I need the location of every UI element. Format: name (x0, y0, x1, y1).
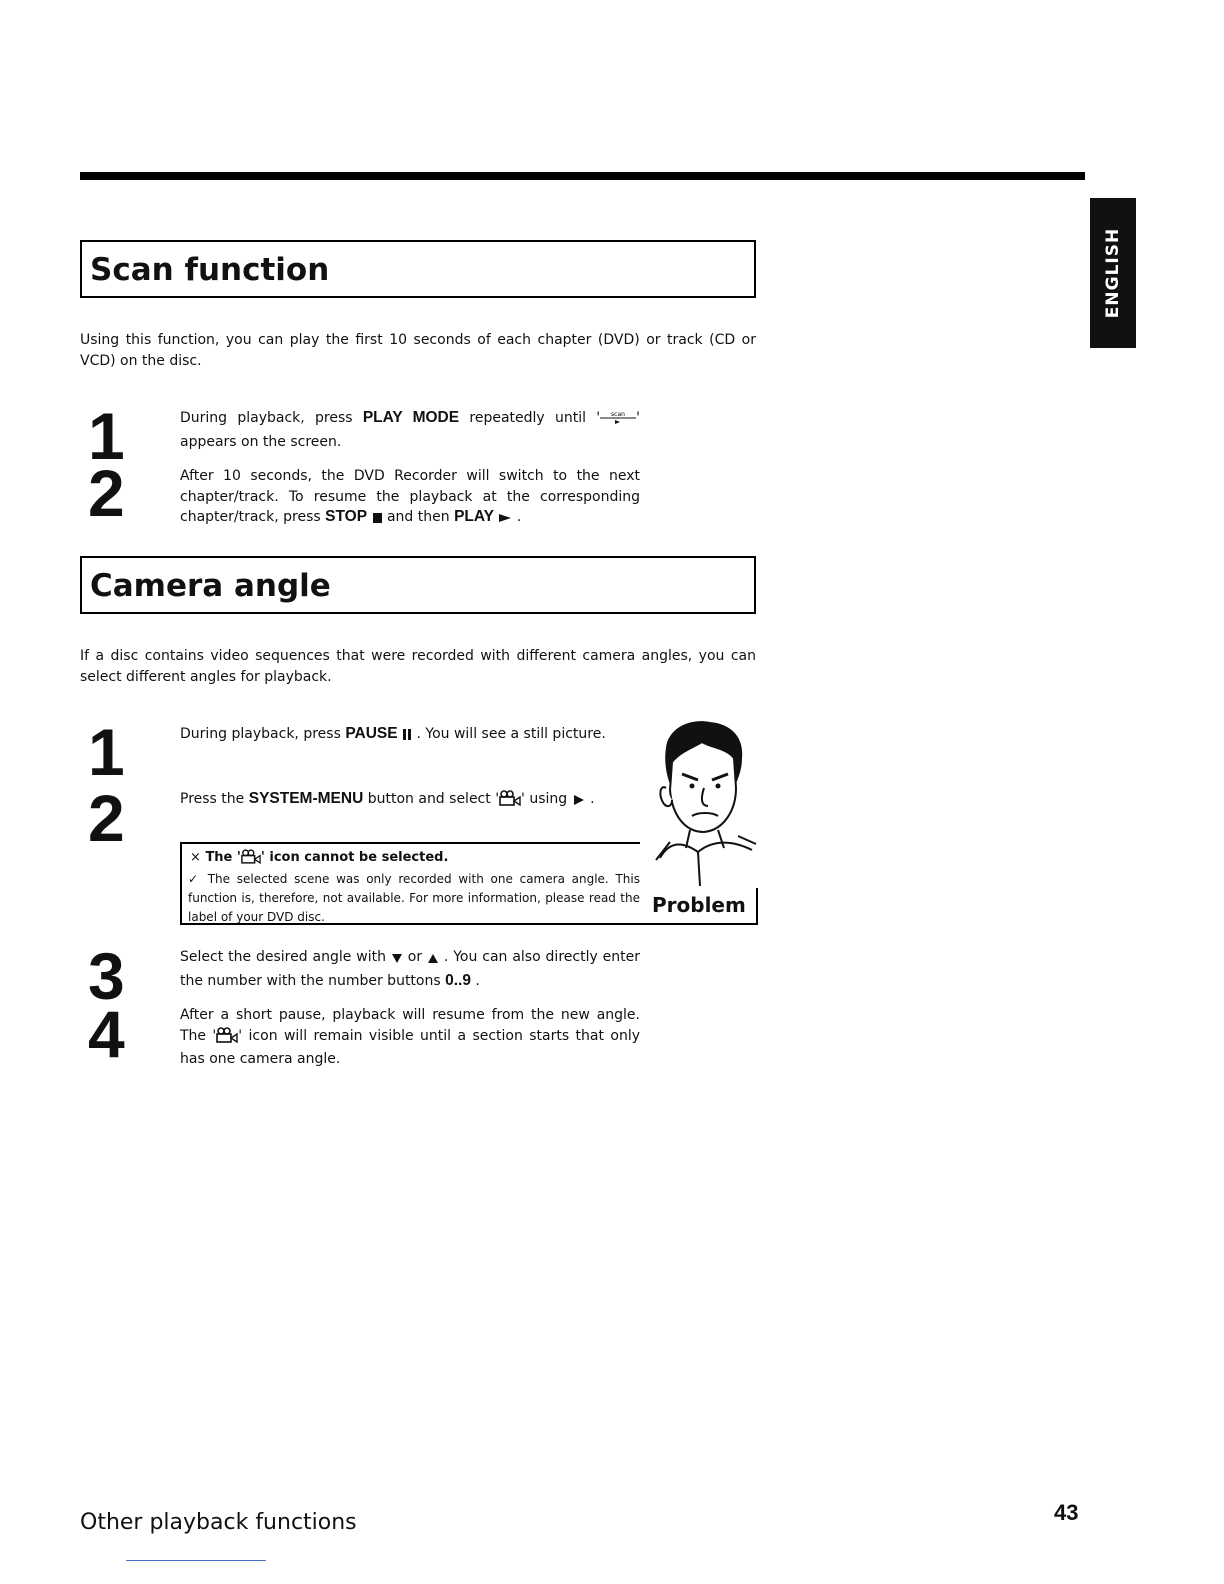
problem-label: Problem (652, 893, 746, 917)
camera-angle-title: Camera angle (90, 568, 331, 604)
problem-question (190, 849, 448, 868)
play-key: PLAY (454, 508, 494, 525)
camera-step-2-text (180, 789, 640, 813)
problem-answer (188, 870, 640, 927)
camera-step-number: 1 (88, 715, 125, 789)
page-number: 43 (1054, 1500, 1079, 1525)
scan-step-1-mid: repeatedly until ' (459, 410, 601, 426)
scan-step-1-text (180, 408, 640, 452)
camera-angle-icon (216, 1027, 238, 1050)
pause-key: PAUSE (345, 725, 398, 742)
camera-angle-icon (241, 849, 261, 868)
problem-question-pre: The ' (205, 850, 241, 865)
scan-step-number: 2 (88, 456, 125, 530)
camera-step-number: 2 (88, 781, 125, 855)
camera-step-2-post: . (585, 791, 595, 807)
scan-step-2-post: . (512, 509, 522, 525)
camera-angle-heading-box (80, 556, 756, 614)
scan-icon (600, 411, 636, 432)
stop-key: STOP (325, 508, 368, 525)
language-tab (1090, 198, 1136, 348)
scan-function-title: Scan function (90, 252, 330, 288)
system-menu-key: SYSTEM-MENU (248, 790, 364, 807)
language-tab-label: ENGLISH (1103, 227, 1123, 319)
play-triangle-icon (498, 510, 512, 531)
camera-step-number: 3 (88, 939, 125, 1013)
scan-function-heading-box (80, 240, 756, 298)
camera-angle-intro: If a disc contains video sequences that were recorded with different camera angles, you can select different angles for playback. (80, 648, 756, 685)
problem-cartoon-illustration (640, 718, 758, 888)
footer-underline (126, 1560, 266, 1561)
right-arrow-icon (572, 792, 586, 813)
footer-section-title: Other playback functions (80, 1510, 357, 1535)
camera-step-3-mid: or (402, 949, 427, 965)
scan-step-2-text (180, 466, 640, 531)
camera-step-1-pre: During playback, press (180, 726, 346, 742)
stop-square-icon (372, 510, 383, 531)
check-icon: ✓ (188, 872, 201, 886)
camera-step-3-mid2: . You can also directly enter the number with the number buttons (180, 949, 640, 989)
camera-step-4-post: ' icon will remain visible until a section starts that only has one camera angle. (180, 1027, 641, 1067)
camera-step-2-mid: button and select ' (363, 791, 500, 807)
scan-icon-text: scan (611, 411, 626, 418)
problem-question-post: ' icon cannot be selected. (260, 850, 449, 865)
camera-step-1-post: . You will see a still picture. (412, 726, 606, 742)
scan-step-1-pre: During playback, press (180, 410, 363, 426)
camera-step-4-text (180, 1005, 640, 1070)
up-arrow-icon (427, 950, 439, 971)
camera-step-3-pre: Select the desired angle with (180, 949, 391, 965)
camera-step-4-pre: After a short pause, playback will resume from the new angle. The ' (180, 1007, 640, 1044)
cross-icon: × (190, 850, 201, 865)
camera-step-2-mid2: ' using (521, 791, 572, 807)
camera-angle-icon (499, 790, 521, 813)
scan-function-intro: Using this function, you can play the first 10 seconds of each chapter (DVD) or track (CD or VCD) on the disc. (80, 332, 756, 369)
problem-answer-text: The selected scene was only recorded with one camera angle. This function is, therefore, not available. For more information, please read the label of your DVD disc. (188, 872, 640, 924)
scan-step-2-pre: After 10 seconds, the DVD Recorder will switch to the next chapter/track. To resume the playback at the corresponding chapter/track, press (180, 468, 640, 525)
play-mode-key: PLAY MODE (362, 409, 460, 426)
pause-icon (402, 727, 412, 748)
camera-step-3-post: . (470, 972, 480, 989)
camera-step-2-pre: Press the (180, 791, 249, 807)
scan-step-2-mid: and then (382, 509, 455, 525)
down-arrow-icon (391, 950, 403, 971)
scan-step-1-post: ' appears on the screen. (180, 410, 640, 450)
camera-step-3-text (180, 947, 640, 991)
camera-step-number: 4 (88, 997, 125, 1071)
scan-step-number: 1 (88, 399, 125, 473)
top-rule (80, 172, 1085, 180)
number-buttons-key: 0..9 (445, 971, 471, 989)
camera-step-1-text (180, 724, 640, 748)
